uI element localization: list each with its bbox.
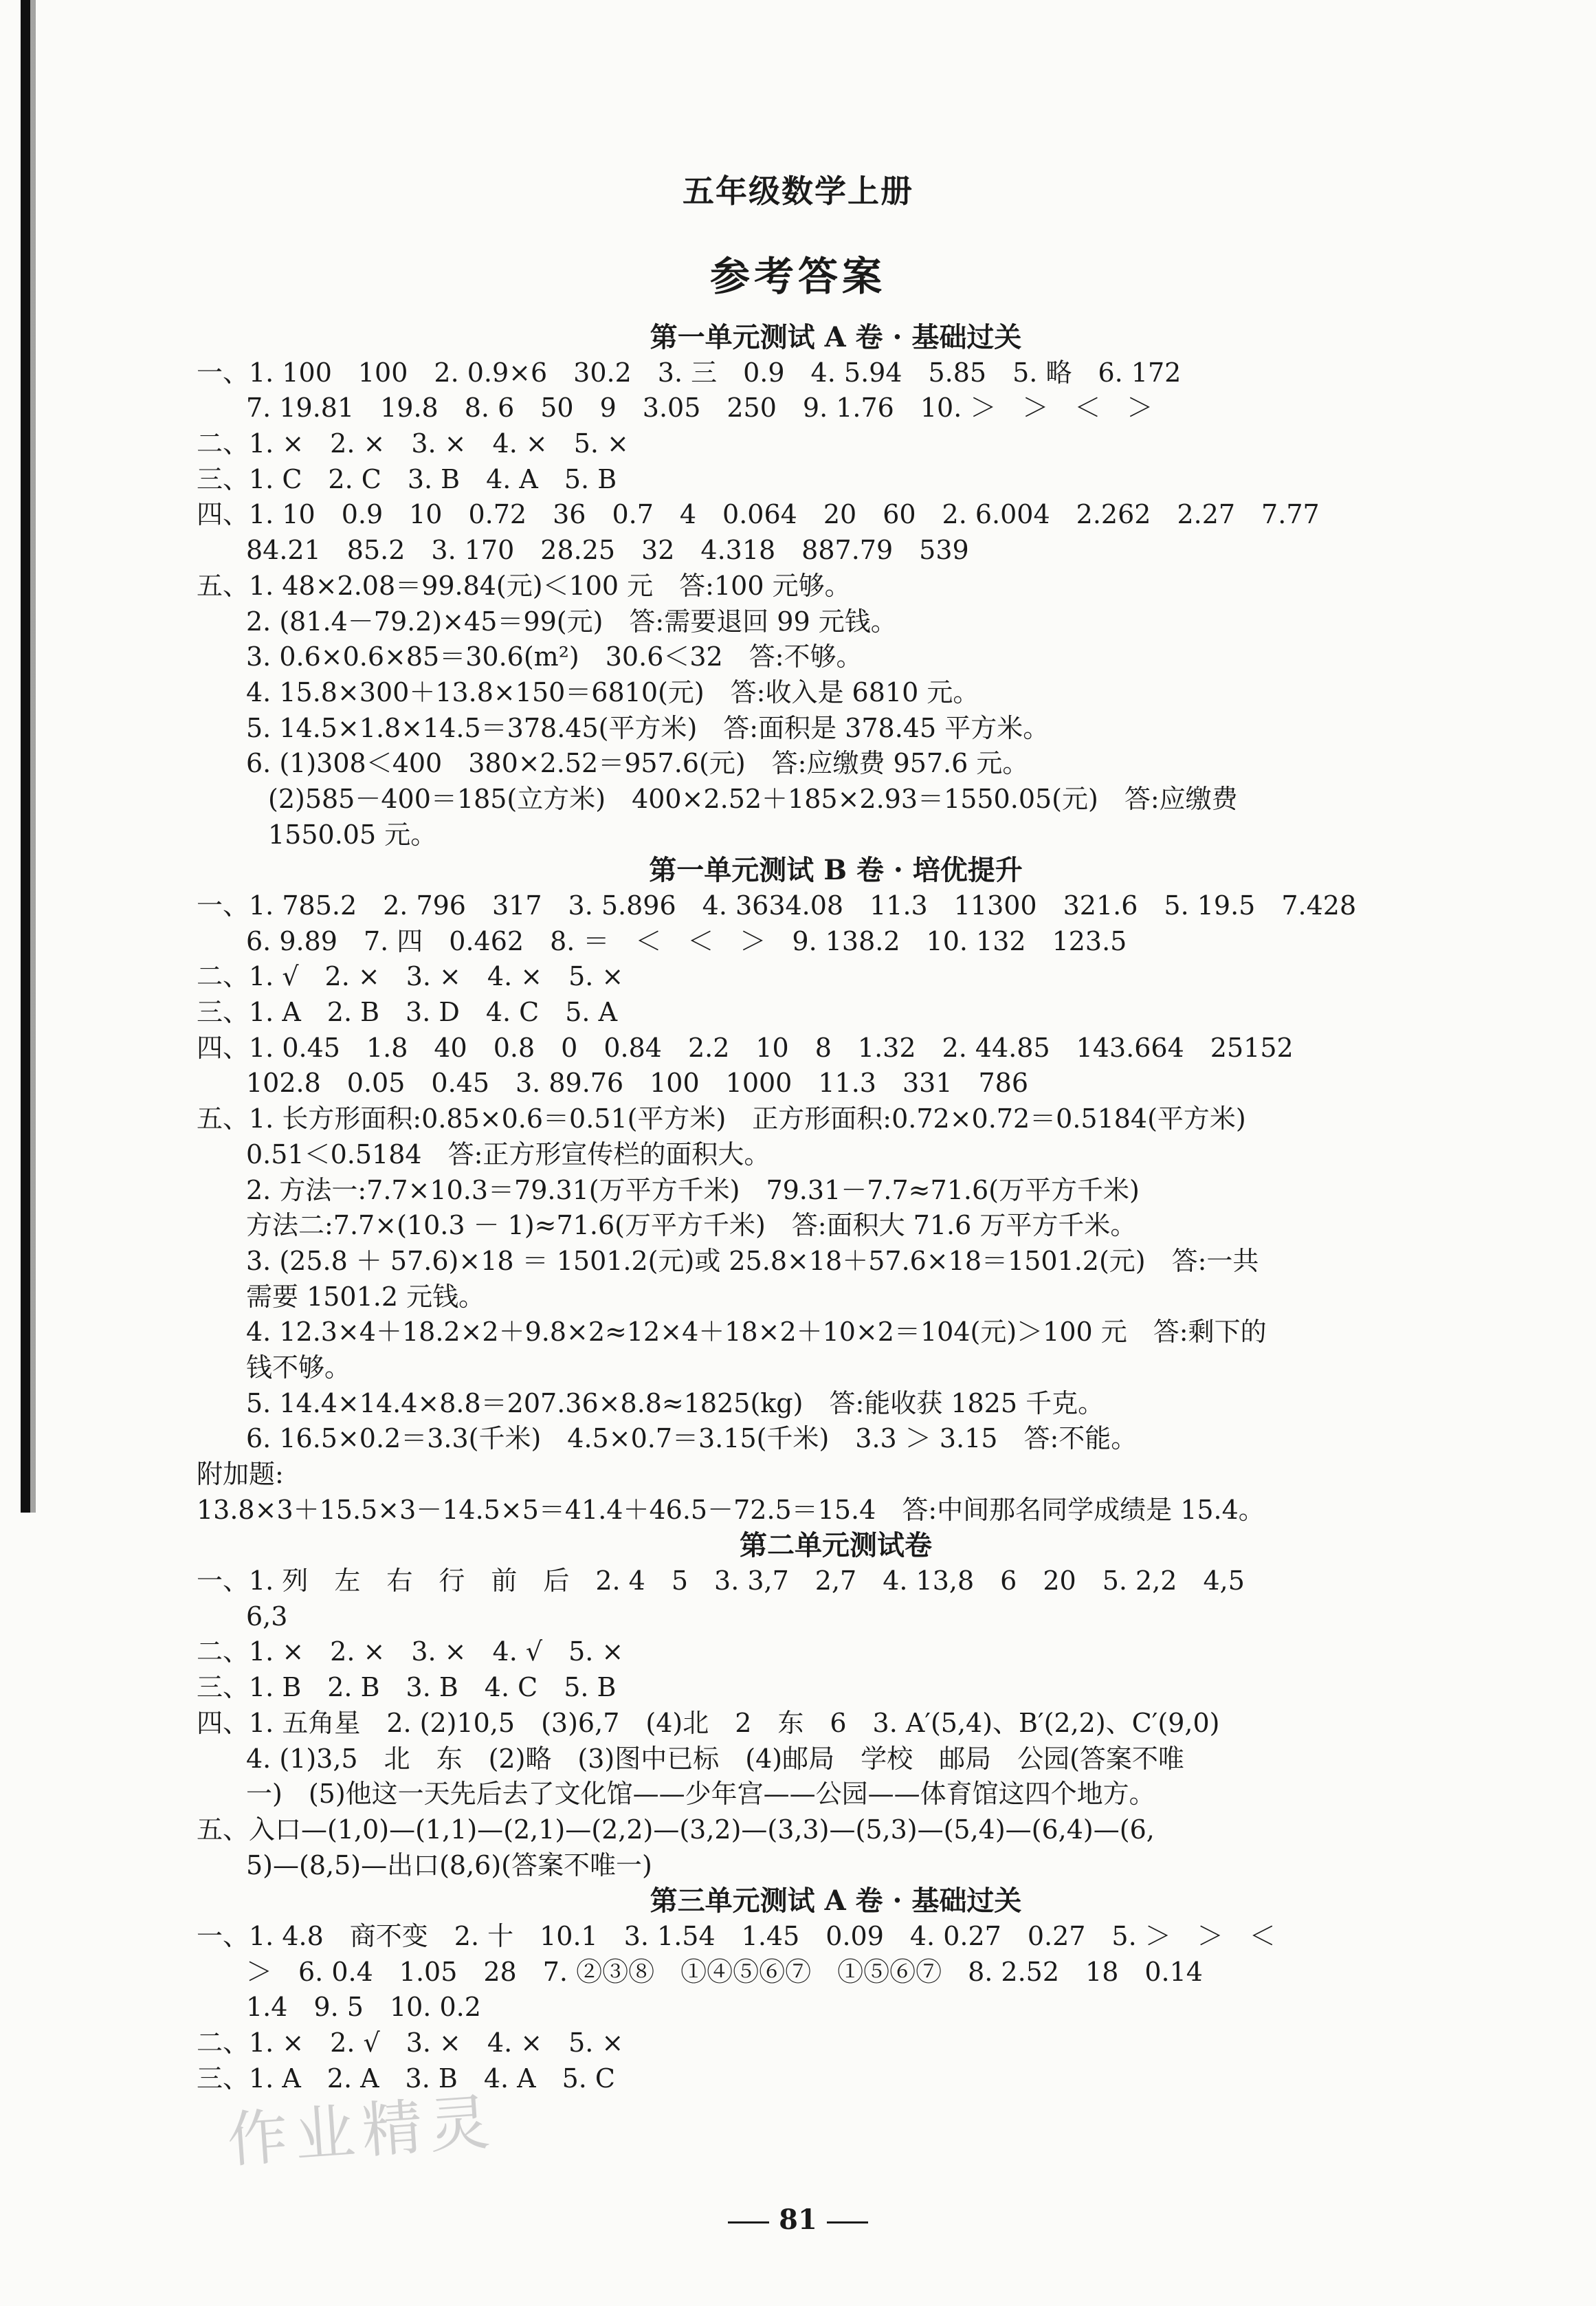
answer-line: 6. (1)308＜400 380×2.52＝957.6(元) 答:应缴费 957.6 元。 (246, 748, 1029, 779)
answer-line: 2. (81.4－79.2)×45＝99(元) 答:需要退回 99 元钱。 (246, 606, 897, 637)
page-number-footer (0, 2204, 1596, 2236)
answer-line: 5)—(8,5)—出口(8,6)(答案不唯一) (246, 1849, 652, 1880)
answer-line: 2. 方法一:7.7×10.3＝79.31(万平方千米) 79.31－7.7≈71.6(万平方千米) (246, 1174, 1140, 1205)
answer-line: 4. 15.8×300＋13.8×150＝6810(元) 答:收入是 6810 元。 (246, 677, 979, 707)
answer-line: 五、1. 48×2.08＝99.84(元)＜100 元 答:100 元够。 (197, 570, 851, 601)
answer-title: 参考答案 (709, 253, 886, 300)
answer-line: (2)585－400＝185(立方米) 400×2.52＋185×2.93＝1550.05(元) 答:应缴费 (268, 783, 1238, 814)
answer-line: 7. 19.81 19.8 8. 6 50 9 3.05 250 9. 1.76 10. ＞ ＞ ＜ ＞ (246, 393, 1153, 424)
answer-line: 1550.05 元。 (268, 819, 437, 850)
answer-line: 三、1. C 2. C 3. B 4. A 5. B (197, 463, 617, 494)
binding-edge (21, 0, 48, 1513)
answer-line: 二、1. × 2. × 3. × 4. √ 5. × (197, 1636, 624, 1667)
answer-line: 13.8×3＋15.5×3－14.5×5＝41.4＋46.5－72.5＝15.4 答:中间那名同学成绩是 15.4。 (197, 1494, 1265, 1525)
answer-line: 三、1. B 2. B 3. B 4. C 5. B (197, 1672, 617, 1703)
answer-line: 6,3 (246, 1601, 288, 1632)
answer-line: 一、1. 100 100 2. 0.9×6 30.2 3. 三 0.9 4. 5.94 5.85 5. 略 6. 172 (197, 357, 1182, 388)
answer-line: ＞ 6. 0.4 1.05 28 7. ②③⑧ ①④⑤⑥⑦ ①⑤⑥⑦ 8. 2.52 18 0.14 (246, 1956, 1203, 1987)
answer-line: 四、1. 10 0.9 10 0.72 36 0.7 4 0.064 20 60 2. 6.004 2.262 2.27 7.77 (197, 499, 1320, 530)
section-heading: 第一单元测试 A 卷 · 基础过关 (650, 321, 1022, 353)
watermark: 作业精灵 (225, 2086, 499, 2176)
answer-line: 102.8 0.05 0.45 3. 89.76 100 1000 11.3 331 786 (246, 1068, 1029, 1099)
answer-line: 3. (25.8 ＋ 57.6)×18 ＝ 1501.2(元)或 25.8×18＋57.6×18＝1501.2(元) 答:一共 (246, 1245, 1259, 1276)
answer-line: 6. 16.5×0.2＝3.3(千米) 4.5×0.7＝3.15(千米) 3.3 ＞ 3.15 答:不能。 (246, 1423, 1138, 1454)
page-title: 五年级数学上册 (683, 173, 913, 210)
section-heading: 第二单元测试卷 (740, 1529, 932, 1562)
answer-content (197, 320, 1475, 2096)
section-heading: 第三单元测试 A 卷 · 基础过关 (650, 1885, 1022, 1918)
answer-line: 二、1. × 2. √ 3. × 4. × 5. × (197, 2028, 624, 2058)
footer-dash-left (728, 2221, 769, 2223)
answer-line: 一、1. 4.8 商不变 2. 十 10.1 3. 1.54 1.45 0.09 4. 0.27 0.27 5. ＞ ＞ ＜ (197, 1920, 1276, 1951)
answer-line: 附加题: (197, 1459, 284, 1489)
answer-line: 0.51＜0.5184 答:正方形宣传栏的面积大。 (246, 1139, 771, 1170)
answer-line: 二、1. × 2. × 3. × 4. × 5. × (197, 428, 629, 459)
answer-line: 3. 0.6×0.6×85＝30.6(m²) 30.6＜32 答:不够。 (246, 641, 863, 672)
answer-line: 四、1. 0.45 1.8 40 0.8 0 0.84 2.2 10 8 1.32 2. 44.85 143.664 25152 (197, 1032, 1294, 1063)
answer-line: 方法二:7.7×(10.3 － 1)≈71.6(万平方千米) 答:面积大 71.6 万平方千米。 (246, 1210, 1137, 1241)
answer-line: 钱不够。 (246, 1352, 351, 1383)
footer-dash-right (827, 2221, 868, 2223)
answer-line: 二、1. √ 2. × 3. × 4. × 5. × (197, 961, 624, 992)
answer-line: 四、1. 五角星 2. (2)10,5 (3)6,7 (4)北 2 东 6 3. A′(5,4)、B′(2,2)、C′(9,0) (197, 1707, 1220, 1738)
answer-line: 五、入口—(1,0)—(1,1)—(2,1)—(2,2)—(3,2)—(3,3)—(5,3)—(5,4)—(6,4)—(6, (197, 1814, 1155, 1845)
section-heading: 第一单元测试 B 卷 · 培优提升 (649, 854, 1023, 887)
answer-line: 4. 12.3×4＋18.2×2＋9.8×2≈12×4＋18×2＋10×2＝104(元)＞100 元 答:剩下的 (246, 1317, 1267, 1348)
answer-line: 1.4 9. 5 10. 0.2 (246, 1992, 481, 2023)
answer-line: 5. 14.4×14.4×8.8＝207.36×8.8≈1825(kg) 答:能收获 1825 千克。 (246, 1387, 1105, 1418)
answer-line: 需要 1501.2 元钱。 (246, 1281, 485, 1312)
answer-line: 5. 14.5×1.8×14.5＝378.45(平方米) 答:面积是 378.45 平方米。 (246, 712, 1050, 743)
answer-line: 4. (1)3,5 北 东 (2)略 (3)图中已标 (4)邮局 学校 邮局 公园(答案不唯 (246, 1743, 1184, 1774)
answer-line: 一) (5)他这一天先后去了文化馆——少年宫——公园——体育馆这四个地方。 (246, 1779, 1155, 1810)
answer-line: 五、1. 长方形面积:0.85×0.6＝0.51(平方米) 正方形面积:0.72×0.72＝0.5184(平方米) (197, 1103, 1246, 1134)
answer-line: 6. 9.89 7. 四 0.462 8. ＝ ＜ ＜ ＞ 9. 138.2 10. 132 123.5 (246, 925, 1127, 956)
page-number: 81 (779, 2204, 817, 2236)
answer-line: 一、1. 785.2 2. 796 317 3. 5.896 4. 3634.08 11.3 11300 321.6 5. 19.5 7.428 (197, 890, 1357, 921)
answer-line: 一、1. 列 左 右 行 前 后 2. 4 5 3. 3,7 2,7 4. 13,8 6 20 5. 2,2 4,5 (197, 1566, 1245, 1596)
answer-line: 84.21 85.2 3. 170 28.25 32 4.318 887.79 539 (246, 535, 969, 566)
answer-line: 三、1. A 2. A 3. B 4. A 5. C (197, 2063, 616, 2094)
answer-line: 三、1. A 2. B 3. D 4. C 5. A (197, 997, 618, 1028)
